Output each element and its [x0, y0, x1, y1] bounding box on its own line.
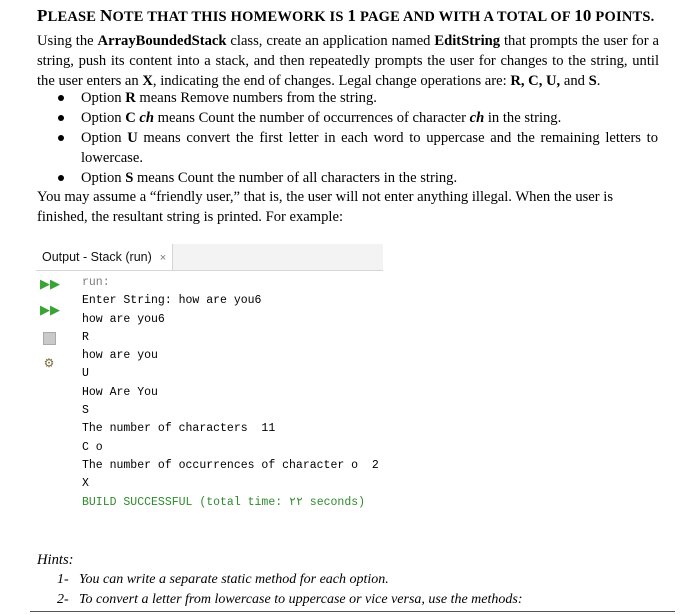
console-line: S [82, 404, 89, 418]
output-tab-label: Output - Stack (run) [42, 250, 152, 264]
intro-text: and [560, 73, 589, 89]
intro-text: class, create an application named [226, 33, 435, 49]
output-tab-bar [36, 244, 383, 271]
rerun-with-options-icon[interactable]: ▶▶ [40, 303, 60, 318]
console-line: How Are You [82, 385, 158, 399]
output-toolbar [36, 271, 66, 534]
homework-heading [37, 6, 654, 26]
intro-text: . [596, 73, 601, 89]
hint-number: 2- [57, 592, 69, 607]
heading-part: 10 [574, 6, 592, 25]
heading-part: POINTS. [591, 9, 655, 25]
intro-text: , indicating the end of changes. Legal change operations are: [152, 73, 511, 89]
console-line: run: [82, 276, 110, 289]
page-divider [30, 611, 675, 612]
option-key: C [125, 110, 136, 126]
option-param: ch [469, 110, 485, 126]
option-key: S [125, 170, 134, 186]
option-item-u [58, 128, 658, 168]
heading-part: LEASE [47, 9, 100, 25]
intro-paragraph [37, 31, 659, 91]
bullet-icon [58, 175, 64, 181]
bullet-icon [58, 115, 64, 121]
console-line: BUILD SUCCESSFUL (total time: ٢٢ seconds) [82, 495, 366, 509]
operation-keys: R, C, U, [510, 73, 561, 89]
hint-text: You can write a separate static method for each option. [79, 572, 389, 587]
option-text: Option [81, 170, 126, 186]
close-icon[interactable]: × [159, 252, 167, 264]
heading-part: OTE THAT THIS HOMEWORK IS [112, 9, 348, 25]
console-line: C o [82, 440, 103, 454]
option-text: Option [81, 90, 126, 106]
heading-part: 1 [347, 6, 357, 25]
option-item-r [58, 88, 658, 108]
option-text: Option [81, 110, 126, 126]
exit-key: X [142, 73, 153, 89]
console-line: Enter String: how are you6 [82, 294, 262, 308]
option-text: means convert the first letter in each word to uppercase and the remaining letters to lowercase. [81, 130, 658, 166]
output-tab[interactable] [36, 244, 173, 270]
console-line: how are you [82, 349, 158, 363]
console-line: how are you6 [82, 312, 165, 326]
hints-list [57, 570, 677, 610]
console-line: X [82, 477, 89, 491]
option-item-s [58, 168, 658, 188]
output-panel [36, 244, 383, 534]
hints-title: Hints: [37, 552, 74, 568]
operation-key-s: S [588, 73, 597, 89]
hint-item [57, 590, 677, 610]
hint-number: 1- [57, 572, 69, 587]
option-text: Option [81, 130, 128, 146]
rerun-icon[interactable]: ▶▶ [40, 277, 60, 292]
bullet-icon [58, 95, 64, 101]
console-line: U [82, 367, 89, 381]
console-line: The number of characters 11 [82, 422, 276, 436]
debug-icon[interactable]: ⚙ [43, 356, 55, 370]
option-key: R [125, 90, 136, 106]
intro-text: Using the [37, 33, 98, 49]
option-text: means Count the number of occurrences of character [153, 110, 470, 126]
heading-part: PAGE AND WITH A TOTAL OF [356, 9, 575, 25]
intro-text: that prompts the user for a string, push its content into a stack, and then repeatedly prompts the user for changes to the string, until the user enters an [37, 33, 659, 89]
option-item-c [58, 108, 658, 128]
stop-icon[interactable] [43, 332, 56, 345]
heading-part: N [99, 6, 113, 25]
bullet-icon [58, 135, 64, 141]
hint-text: To convert a letter from lowercase to uppercase or vice versa, use the methods: [79, 592, 523, 607]
console-line: R [82, 330, 89, 344]
option-text: means Count the number of all characters in the string. [133, 170, 458, 186]
option-param: ch [139, 110, 154, 126]
class-name: ArrayBoundedStack [97, 33, 227, 49]
app-name: EditString [434, 33, 501, 49]
heading-part: P [37, 6, 48, 25]
option-text: means Remove numbers from the string. [135, 90, 377, 106]
console-line: The number of occurrences of character o 2 [82, 458, 379, 472]
option-text: in the string. [484, 110, 562, 126]
option-key: U [127, 130, 138, 146]
instructions-text: You may assume a “friendly user,” that is, the user will not enter anything illegal. When the user is finished, the resultant string is printed. For example: [37, 189, 614, 225]
hint-item [57, 570, 677, 590]
console-output [82, 274, 382, 512]
options-list [58, 88, 658, 188]
